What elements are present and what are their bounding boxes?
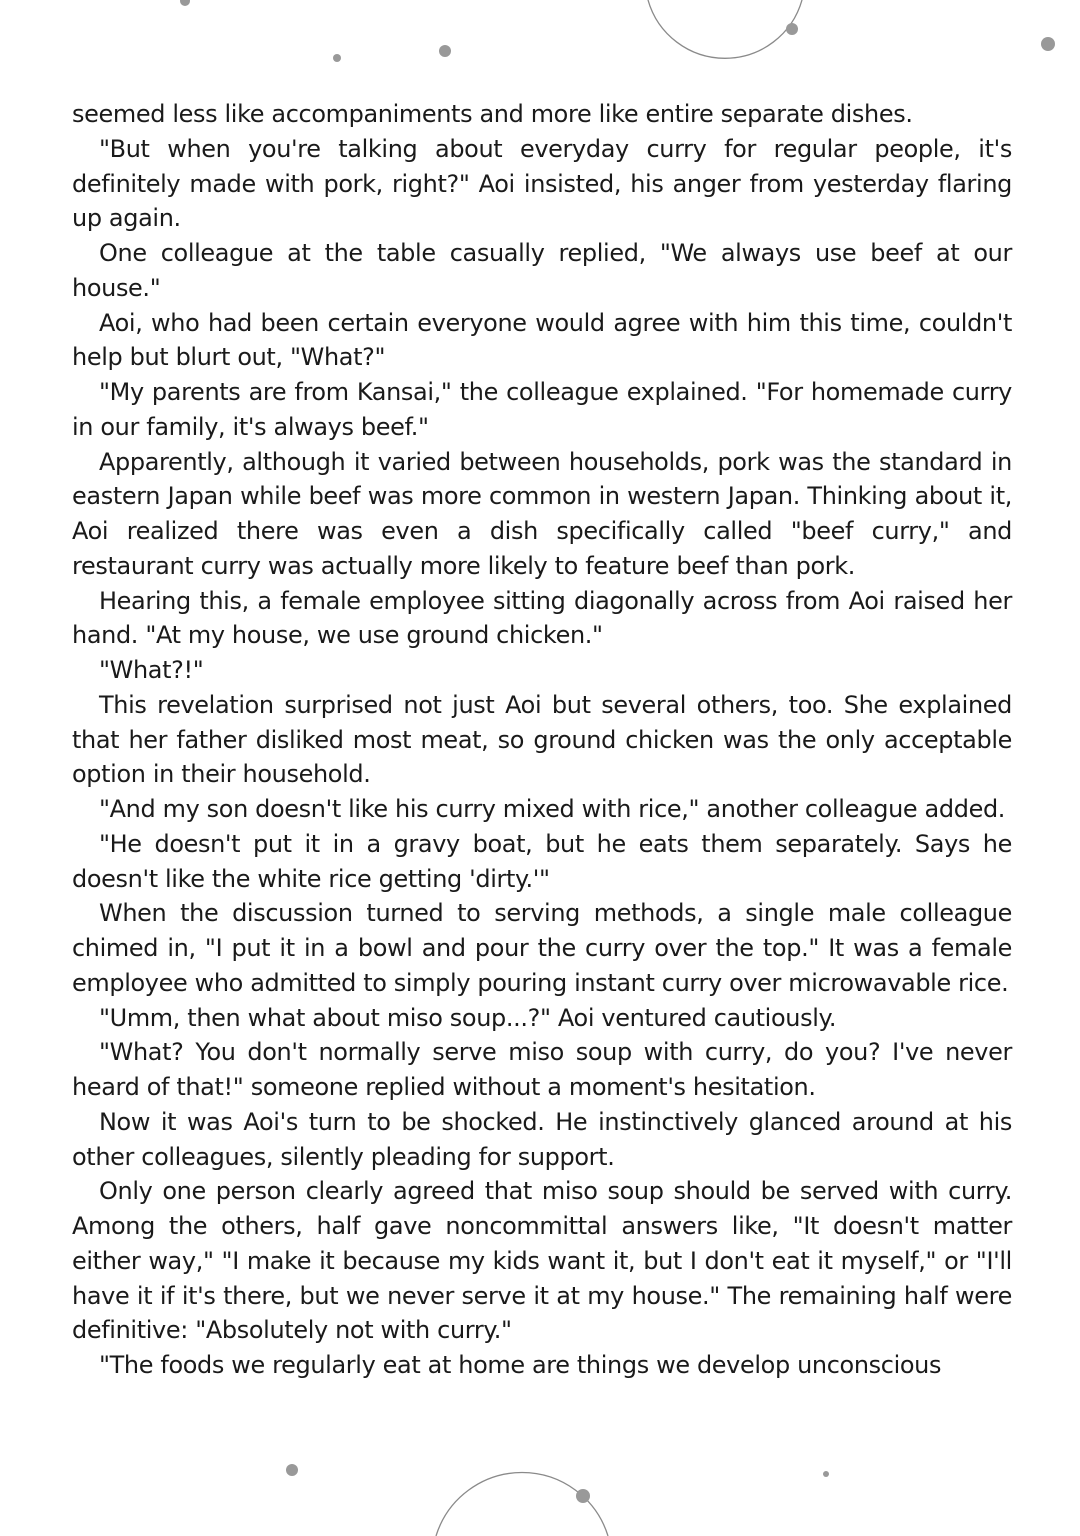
paragraph: "The foods we regularly eat at home are things we develop unconscious: [99, 1351, 942, 1379]
paragraph: One colleague at the table casually replied, "We always use beef at our house.": [72, 239, 1012, 302]
paragraph: Only one person clearly agreed that miso soup should be served with curry. Among the others, half gave noncommittal answers like, "It doesn't matter either way," "I make it because my kids want it, but I don't eat it myself," or "I'll have it if it's there, but we never serve it at my house." The remaining half were definitive: "Absolutely not with curry.": [72, 1177, 1012, 1345]
ornament-dot: [786, 23, 798, 35]
ornament-dot: [1041, 37, 1055, 51]
body-text: [72, 97, 1012, 1383]
paragraph: This revelation surprised not just Aoi but several others, too. She explained that her father disliked most meat, so ground chicken was the only acceptable option in their household.: [72, 690, 1012, 789]
ornament-dot: [333, 54, 341, 62]
ornament-dot: [576, 1489, 590, 1503]
ornament-dot: [180, 0, 190, 6]
ornament-arc: [648, 0, 802, 58]
paragraph: "Umm, then what about miso soup...?" Aoi ventured cautiously.: [99, 1003, 837, 1032]
paragraph: "But when you're talking about everyday curry for regular people, it's definitely made with pork, right?" Aoi insisted, his anger from yesterday flaring up again.: [72, 134, 1012, 233]
paragraph: "What? You don't normally serve miso soup with curry, do you? I've never heard of that!" someone replied without a moment's hesitation.: [72, 1038, 1012, 1101]
paragraph: Hearing this, a female employee sitting diagonally across from Aoi raised her hand. "At my house, we use ground chicken.": [72, 586, 1012, 650]
paragraph: Apparently, although it varied between households, pork was the standard in eastern Japan while beef was more common in western Japan. Thinking about it, Aoi realized there was even a dish specifically called "beef curry," and restaurant curry was actually more likely to feature beef than pork.: [72, 447, 1012, 580]
ornament-dot: [286, 1464, 298, 1476]
paragraph: When the discussion turned to serving methods, a single male colleague chimed in, "I put it in a bowl and pour the curry over the top." It was a female employee who admitted to simply pouring instant curry over microwavable rice.: [72, 899, 1012, 997]
paragraph: seemed less like accompaniments and more like entire separate dishes.: [72, 100, 913, 128]
paragraph: Now it was Aoi's turn to be shocked. He instinctively glanced around at his other colleagues, silently pleading for support.: [72, 1107, 1012, 1171]
paragraph: Aoi, who had been certain everyone would agree with him this time, couldn't help but blurt out, "What?": [72, 308, 1012, 372]
paragraph: "What?!": [99, 656, 204, 684]
ornament-arc: [436, 1473, 608, 1536]
paragraph: "He doesn't put it in a gravy boat, but he eats them separately. Says he doesn't like the white rice getting 'dirty.'": [72, 829, 1012, 893]
ornament-dot: [823, 1471, 829, 1477]
paragraph: "My parents are from Kansai," the colleague explained. "For homemade curry in our family, it's always beef.": [72, 378, 1012, 441]
ornament-dot: [439, 45, 451, 57]
paragraph: "And my son doesn't like his curry mixed with rice," another colleague added.: [99, 795, 1006, 823]
